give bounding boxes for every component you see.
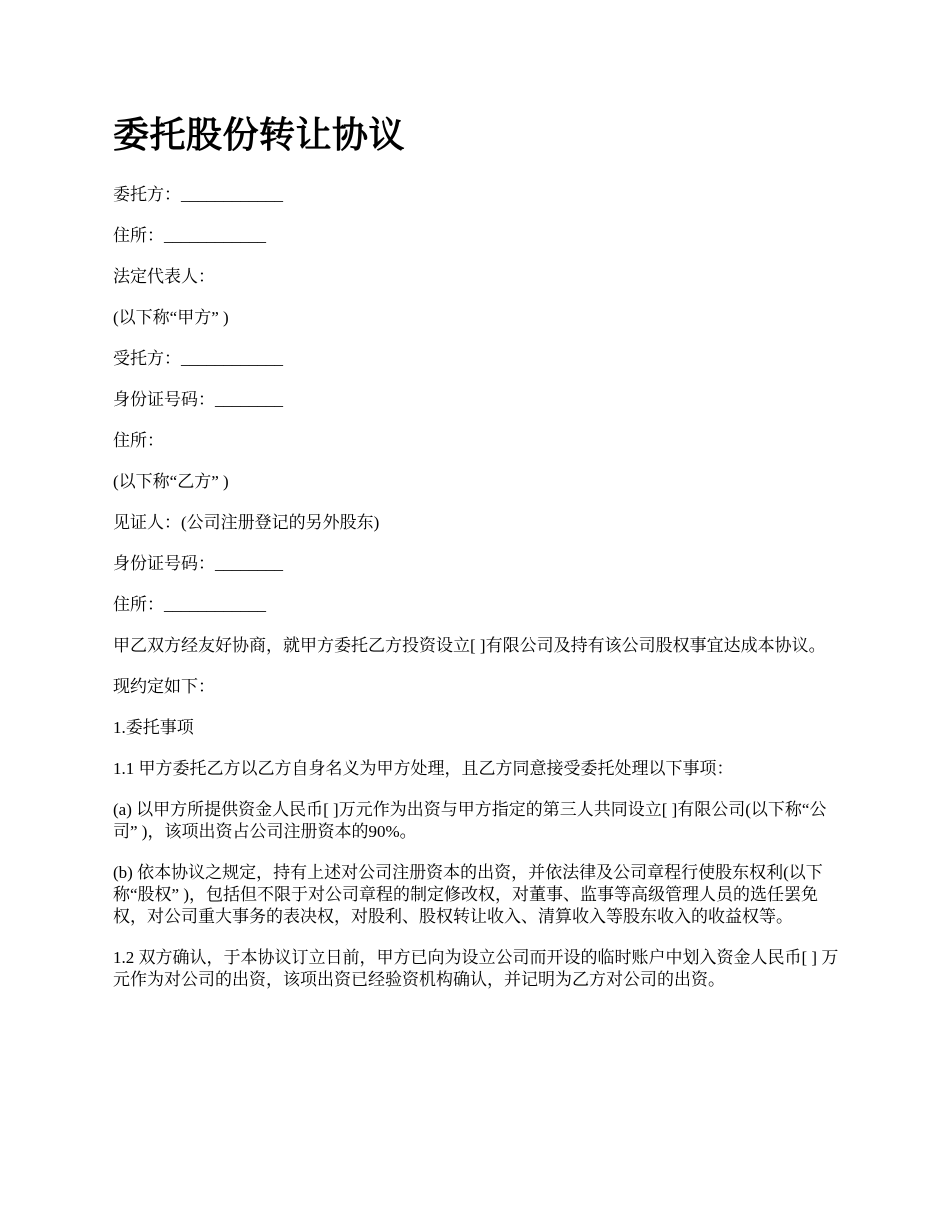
paragraph-witness-address: 住所：____________ <box>113 595 266 614</box>
clause-1-1-a: (a) 以甲方所提供资金人民币[ ]万元作为出资与甲方指定的第三人共同设立[ ]有限公司(以下称“公司” )，该项出资占公司注册资本的90%。 <box>113 800 827 841</box>
paragraph-trustee: 受托方：____________ <box>113 349 283 368</box>
paragraph-legal-representative: 法定代表人： <box>113 267 215 286</box>
clause-1-2: 1.2 双方确认，于本协议订立日前，甲方已向为设立公司而开设的临时账户中划入资金人民币[ ] 万元作为对公司的出资，该项出资已经验资机构确认，并记明为乙方对公司的出资。 <box>113 948 839 989</box>
paragraph-principal: 委托方：____________ <box>113 185 283 204</box>
paragraph-witness-id: 身份证号码：________ <box>113 554 283 573</box>
document-page <box>113 112 843 1010</box>
paragraph-trustee-id: 身份证号码：________ <box>113 390 283 409</box>
paragraph-witness: 见证人：(公司注册登记的另外股东) <box>113 513 380 532</box>
paragraph-party-a-definition: (以下称“甲方” ) <box>113 308 229 327</box>
paragraph-agreement-intro: 现约定如下： <box>113 677 215 696</box>
clause-1-1-b: (b) 依本协议之规定，持有上述对公司注册资本的出资，并依法律及公司章程行使股东权利(以下称“股权” )，包括但不限于对公司章程的制定修改权，对董事、监事等高级管理人员的选任罢免权，对公司重大事务的表决权，对股利、股权转让收入、清算收入等股东收入的收益权等。 <box>113 863 823 926</box>
clause-1-1: 1.1 甲方委托乙方以乙方自身名义为甲方处理，且乙方同意接受委托处理以下事项： <box>113 759 734 778</box>
paragraph-trustee-address: 住所： <box>113 431 164 450</box>
section-heading-entrusted-matters: 1.委托事项 <box>113 718 194 737</box>
paragraph-principal-address: 住所：____________ <box>113 226 266 245</box>
paragraph-party-b-definition: (以下称“乙方” ) <box>113 472 229 491</box>
paragraph-preamble: 甲乙双方经友好协商，就甲方委托乙方投资设立[ ]有限公司及持有该公司股权事宜达成本协议。 <box>113 636 826 655</box>
document-title: 委托股份转让协议 <box>113 115 406 155</box>
